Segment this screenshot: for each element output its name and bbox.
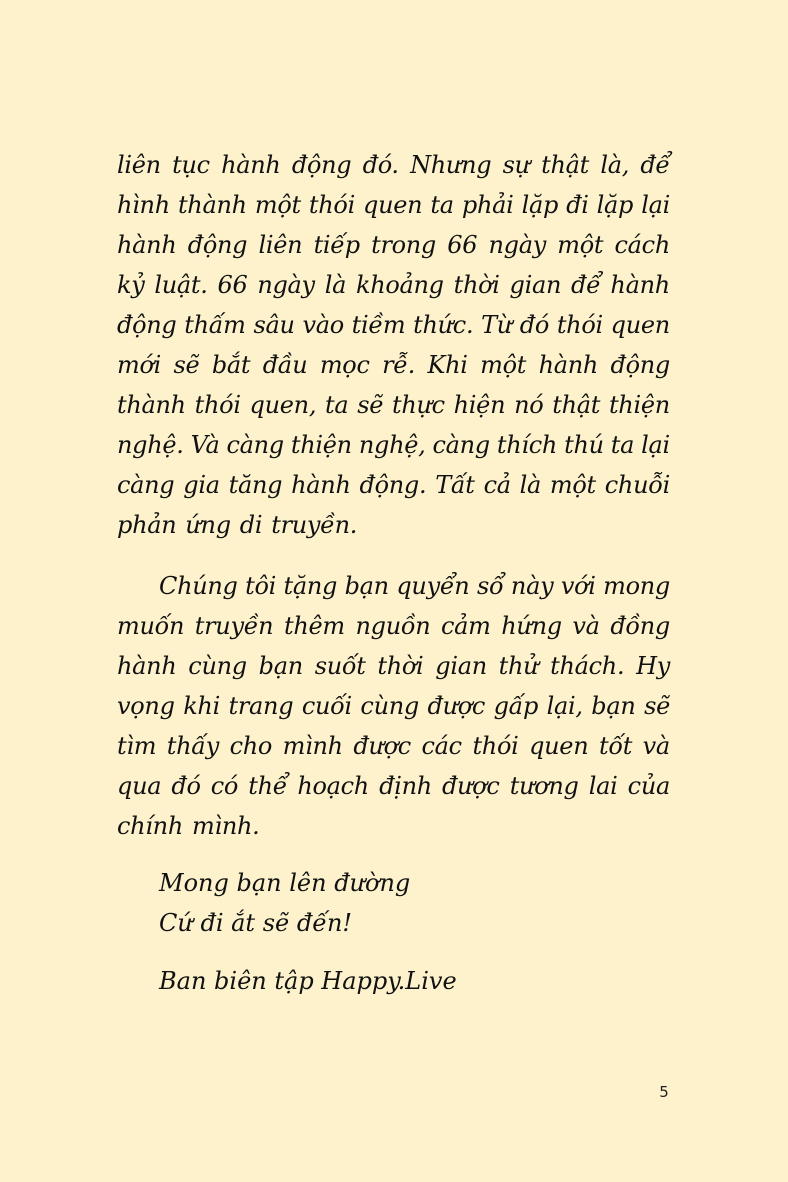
word: thời bbox=[377, 652, 424, 680]
word: 66 bbox=[447, 231, 478, 259]
word: thời bbox=[453, 271, 500, 299]
word: tiềm bbox=[351, 311, 406, 339]
word: mình bbox=[282, 732, 343, 760]
word: phải bbox=[461, 191, 514, 219]
word: động. bbox=[359, 471, 427, 499]
word: thực bbox=[391, 391, 445, 419]
word: các bbox=[421, 732, 462, 760]
word: cùng bbox=[188, 652, 247, 680]
word: hiện bbox=[453, 391, 506, 419]
word: thấm bbox=[184, 311, 246, 339]
word: thấy bbox=[166, 732, 219, 760]
word: thích bbox=[496, 431, 558, 459]
word: muốn bbox=[117, 612, 185, 640]
word: động bbox=[187, 231, 248, 259]
word: thành bbox=[177, 191, 247, 219]
word: tục bbox=[172, 151, 210, 179]
text-line bbox=[117, 806, 670, 846]
word: Và bbox=[190, 431, 220, 459]
word: để bbox=[640, 151, 670, 179]
paragraph-habit-formation bbox=[117, 145, 670, 545]
word: đầu bbox=[262, 351, 308, 379]
word: hành bbox=[117, 652, 177, 680]
word: qua bbox=[117, 772, 162, 800]
word: hành bbox=[538, 351, 599, 379]
word: một bbox=[254, 191, 301, 219]
word: gấp bbox=[493, 692, 539, 720]
word: có bbox=[210, 772, 239, 800]
word: Khi bbox=[427, 351, 468, 379]
word: một bbox=[480, 351, 527, 379]
word: tốt bbox=[598, 732, 633, 760]
word: động bbox=[610, 351, 670, 379]
word: này bbox=[510, 572, 554, 600]
word: quyển bbox=[396, 572, 470, 600]
word: càng bbox=[432, 431, 490, 459]
word: hành bbox=[291, 471, 351, 499]
word: 66 bbox=[217, 271, 248, 299]
signature: Ban biên tập Happy.Live bbox=[159, 967, 457, 995]
text-line bbox=[117, 185, 670, 225]
text-line bbox=[117, 766, 670, 806]
word: thói bbox=[308, 191, 355, 219]
page-number: 5 bbox=[659, 1083, 669, 1101]
text-line bbox=[117, 646, 670, 686]
word: với bbox=[560, 572, 596, 600]
word: cả bbox=[483, 471, 511, 499]
word: Nhưng bbox=[410, 151, 492, 179]
word: ta bbox=[610, 431, 635, 459]
text-line bbox=[117, 265, 670, 305]
word: sẽ bbox=[173, 351, 200, 379]
word: đó bbox=[171, 772, 201, 800]
word: Chúng bbox=[159, 572, 238, 600]
word: hoạch bbox=[297, 772, 369, 800]
word: thói bbox=[472, 732, 519, 760]
word: tiếp bbox=[313, 231, 360, 259]
word: nghệ. bbox=[117, 431, 184, 459]
word: hành bbox=[610, 271, 670, 299]
word: và bbox=[642, 732, 670, 760]
word: khoảng bbox=[355, 271, 444, 299]
word: nguồn bbox=[355, 612, 431, 640]
text-line bbox=[117, 385, 670, 425]
paragraph-dedication bbox=[117, 566, 670, 846]
text-line bbox=[117, 606, 670, 646]
word: gian bbox=[435, 652, 487, 680]
word: trang bbox=[228, 692, 294, 720]
word: mọc bbox=[319, 351, 370, 379]
text-line bbox=[117, 425, 670, 465]
word: động bbox=[117, 311, 177, 339]
text-line bbox=[117, 566, 670, 606]
word: cho bbox=[229, 732, 273, 760]
word: thử bbox=[498, 652, 539, 680]
word: định bbox=[379, 772, 432, 800]
word: kỷ bbox=[117, 271, 145, 299]
word: cách bbox=[614, 231, 670, 259]
word: tăng bbox=[228, 471, 283, 499]
word: mong bbox=[603, 572, 670, 600]
word: gian bbox=[509, 271, 562, 299]
word: ứng bbox=[185, 511, 231, 539]
text-line bbox=[117, 465, 670, 505]
word: luật. bbox=[154, 271, 208, 299]
word: chuỗi bbox=[604, 471, 670, 499]
word: của bbox=[627, 772, 670, 800]
word: truyền bbox=[194, 612, 274, 640]
word: Hy bbox=[636, 652, 670, 680]
word: thể bbox=[248, 772, 288, 800]
word: bạn bbox=[258, 652, 303, 680]
word: được bbox=[353, 732, 411, 760]
word: cuối bbox=[301, 692, 352, 720]
word: lặp bbox=[596, 191, 634, 219]
word: ta bbox=[325, 391, 349, 419]
word: đó. bbox=[362, 151, 399, 179]
word: bắt bbox=[211, 351, 251, 379]
word: Từ bbox=[481, 311, 512, 339]
word: truyền. bbox=[271, 511, 358, 539]
word: đó bbox=[519, 311, 549, 339]
word: thật bbox=[541, 151, 589, 179]
word: động bbox=[291, 151, 352, 179]
word: một bbox=[549, 471, 596, 499]
word: khi bbox=[183, 692, 220, 720]
word: hình bbox=[117, 191, 170, 219]
text-line bbox=[117, 145, 670, 185]
word: suốt bbox=[314, 652, 366, 680]
word: gia bbox=[183, 471, 220, 499]
word: thật bbox=[552, 391, 601, 419]
word: sổ bbox=[476, 572, 504, 600]
word: mới bbox=[117, 351, 161, 379]
word: lặp bbox=[521, 191, 559, 219]
word: quen bbox=[363, 191, 423, 219]
word: quen, bbox=[249, 391, 317, 419]
word: sự bbox=[502, 151, 530, 179]
word: đồng bbox=[610, 612, 670, 640]
word: quen bbox=[610, 311, 670, 339]
text-line bbox=[117, 305, 670, 345]
word: một bbox=[557, 231, 604, 259]
word: sẽ bbox=[644, 692, 670, 720]
word: thiện bbox=[608, 391, 670, 419]
word: nó bbox=[514, 391, 544, 419]
closing-line-1: Mong bạn lên đường bbox=[159, 869, 411, 897]
word: vào bbox=[302, 311, 344, 339]
word: tôi bbox=[245, 572, 276, 600]
word: liên bbox=[258, 231, 303, 259]
word: càng bbox=[226, 431, 284, 459]
word: ngày bbox=[488, 231, 547, 259]
word: được bbox=[442, 772, 500, 800]
word: sẽ bbox=[357, 391, 384, 419]
word: tương bbox=[509, 772, 579, 800]
word: càng bbox=[117, 471, 175, 499]
word: di bbox=[239, 511, 263, 539]
word: là bbox=[324, 271, 347, 299]
word: Tất bbox=[435, 471, 475, 499]
text-line bbox=[117, 345, 670, 385]
word: cảm bbox=[441, 612, 491, 640]
word: là, bbox=[600, 151, 630, 179]
word: chính bbox=[117, 812, 183, 840]
word: phản bbox=[117, 511, 177, 539]
word: hành bbox=[117, 231, 177, 259]
word: lại bbox=[641, 191, 670, 219]
word: quen bbox=[529, 732, 589, 760]
text-line bbox=[117, 686, 670, 726]
word: nghệ, bbox=[358, 431, 426, 459]
word: hành bbox=[221, 151, 281, 179]
word: tặng bbox=[283, 572, 338, 600]
word: tìm bbox=[117, 732, 157, 760]
word: là bbox=[519, 471, 542, 499]
word: được bbox=[427, 692, 486, 720]
word: và bbox=[572, 612, 600, 640]
word: thành bbox=[117, 391, 186, 419]
word: ngày bbox=[257, 271, 315, 299]
word: bạn bbox=[591, 692, 636, 720]
text-line bbox=[117, 505, 670, 545]
closing-line-2: Cứ đi ắt sẽ đến! bbox=[159, 909, 353, 937]
word: bạn bbox=[344, 572, 389, 600]
word: thói bbox=[194, 391, 241, 419]
word: rễ. bbox=[382, 351, 416, 379]
word: đi bbox=[566, 191, 589, 219]
word: lai bbox=[588, 772, 618, 800]
word: thói bbox=[556, 311, 603, 339]
word: cùng bbox=[360, 692, 419, 720]
word: lại bbox=[641, 431, 670, 459]
text-line bbox=[117, 225, 670, 265]
word: mình. bbox=[192, 812, 260, 840]
text-line bbox=[117, 726, 670, 766]
word: ta bbox=[430, 191, 454, 219]
word: liên bbox=[117, 151, 161, 179]
word: thiện bbox=[290, 431, 352, 459]
word: trong bbox=[371, 231, 436, 259]
word: thức. bbox=[413, 311, 474, 339]
word: thêm bbox=[283, 612, 345, 640]
word: vọng bbox=[117, 692, 175, 720]
word: thú bbox=[564, 431, 604, 459]
word: hứng bbox=[501, 612, 562, 640]
word: lại, bbox=[546, 692, 583, 720]
word: sâu bbox=[253, 311, 295, 339]
word: thách. bbox=[550, 652, 625, 680]
word: để bbox=[571, 271, 601, 299]
